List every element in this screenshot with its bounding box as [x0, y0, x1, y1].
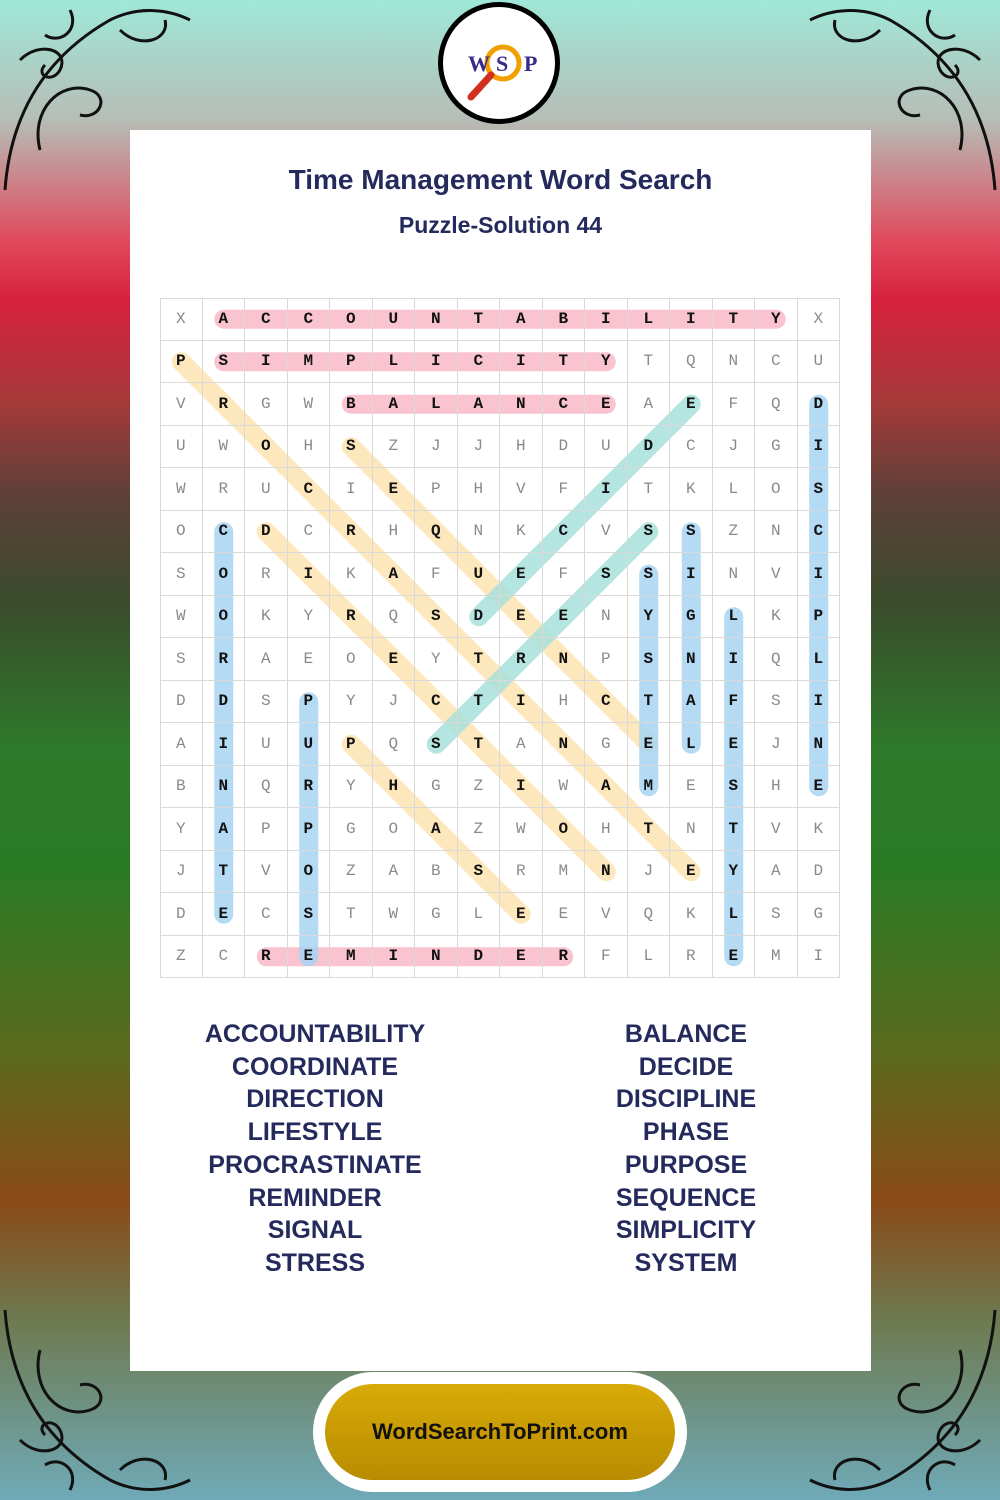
grid-cell[interactable]: M	[330, 936, 373, 979]
grid-cell[interactable]: T	[713, 298, 756, 341]
grid-cell[interactable]: S	[160, 553, 203, 596]
grid-cell[interactable]: S	[585, 553, 628, 596]
grid-cell[interactable]: Q	[373, 596, 416, 639]
grid-cell[interactable]: Y	[330, 681, 373, 724]
grid-cell[interactable]: H	[585, 808, 628, 851]
grid-cell[interactable]: S	[415, 723, 458, 766]
grid-cell[interactable]: E	[288, 638, 331, 681]
grid-cell[interactable]: U	[245, 723, 288, 766]
grid-cell[interactable]: P	[798, 596, 841, 639]
grid-cell[interactable]: C	[288, 298, 331, 341]
grid-cell[interactable]: E	[585, 383, 628, 426]
grid-cell[interactable]: X	[798, 298, 841, 341]
grid-cell[interactable]: M	[628, 766, 671, 809]
grid-cell[interactable]: S	[288, 893, 331, 936]
grid-cell[interactable]: Z	[458, 808, 501, 851]
grid-cell[interactable]: F	[713, 681, 756, 724]
site-link[interactable]: WordSearchToPrint.com	[325, 1384, 675, 1480]
grid-cell[interactable]: K	[755, 596, 798, 639]
grid-cell[interactable]: U	[288, 723, 331, 766]
grid-cell[interactable]: O	[245, 426, 288, 469]
grid-cell[interactable]: R	[203, 638, 246, 681]
grid-cell[interactable]: O	[288, 851, 331, 894]
grid-cell[interactable]: I	[713, 638, 756, 681]
grid-cell[interactable]: Y	[288, 596, 331, 639]
grid-cell[interactable]: F	[713, 383, 756, 426]
word-list-item: DIRECTION	[246, 1085, 384, 1114]
grid-cell[interactable]: Q	[245, 766, 288, 809]
grid-cell[interactable]: I	[288, 553, 331, 596]
grid-cell[interactable]: N	[755, 511, 798, 554]
grid-cell[interactable]: I	[585, 298, 628, 341]
logo-badge	[443, 7, 555, 119]
grid-cell[interactable]: D	[458, 936, 501, 979]
grid-cell[interactable]: S	[160, 638, 203, 681]
footer-badge	[313, 1372, 687, 1492]
grid-cell[interactable]: A	[203, 808, 246, 851]
grid-cell[interactable]: V	[245, 851, 288, 894]
grid-cell[interactable]: B	[543, 298, 586, 341]
grid-cell[interactable]: A	[670, 681, 713, 724]
grid-cell[interactable]: Y	[628, 596, 671, 639]
grid-cell[interactable]: B	[415, 851, 458, 894]
grid-cell[interactable]: E	[670, 851, 713, 894]
word-list-item: PROCRASTINATE	[208, 1150, 422, 1179]
grid-cell[interactable]: V	[755, 553, 798, 596]
grid-cell[interactable]: O	[373, 808, 416, 851]
grid-cell[interactable]: O	[330, 298, 373, 341]
logo-letter-p: P	[524, 51, 538, 76]
grid-cell[interactable]: W	[203, 426, 246, 469]
grid-cell[interactable]: A	[203, 298, 246, 341]
page-title: Time Management Word Search	[288, 164, 713, 195]
grid-cell[interactable]: T	[458, 298, 501, 341]
grid-cell[interactable]: V	[585, 893, 628, 936]
grid-cell[interactable]: R	[500, 638, 543, 681]
grid-cell[interactable]: N	[713, 553, 756, 596]
grid-cell[interactable]: I	[798, 553, 841, 596]
grid-cell[interactable]: Y	[755, 298, 798, 341]
grid-cell[interactable]: A	[585, 766, 628, 809]
grid-cell[interactable]: L	[670, 723, 713, 766]
grid-cell[interactable]: O	[543, 808, 586, 851]
word-list-item: LIFESTYLE	[247, 1118, 383, 1147]
grid-cell[interactable]: C	[288, 468, 331, 511]
grid-cell[interactable]: E	[500, 893, 543, 936]
grid-cell[interactable]: J	[415, 426, 458, 469]
grid-cell[interactable]: S	[628, 553, 671, 596]
grid-cell[interactable]: E	[670, 766, 713, 809]
grid-cell[interactable]: D	[543, 426, 586, 469]
grid-cell[interactable]: I	[245, 341, 288, 384]
grid-cell[interactable]: W	[160, 596, 203, 639]
grid-cell[interactable]: S	[245, 681, 288, 724]
grid-cell[interactable]: E	[500, 596, 543, 639]
grid-cell[interactable]: R	[670, 936, 713, 979]
grid-cell[interactable]: C	[543, 383, 586, 426]
grid-cell[interactable]: A	[500, 723, 543, 766]
grid-cell[interactable]: E	[500, 553, 543, 596]
grid-cell[interactable]: S	[755, 893, 798, 936]
grid-cell[interactable]: R	[330, 596, 373, 639]
grid-cell[interactable]: D	[798, 851, 841, 894]
grid-cell[interactable]: P	[415, 468, 458, 511]
grid-cell[interactable]: E	[670, 383, 713, 426]
grid-cell[interactable]: P	[288, 808, 331, 851]
grid-cell[interactable]: Q	[628, 893, 671, 936]
grid-cell[interactable]: I	[373, 936, 416, 979]
grid-cell[interactable]: A	[755, 851, 798, 894]
grid-cell[interactable]: N	[670, 638, 713, 681]
grid-cell[interactable]: T	[330, 893, 373, 936]
grid-cell[interactable]: Q	[755, 383, 798, 426]
logo-letter-s: S	[496, 51, 509, 76]
grid-cell[interactable]: A	[458, 383, 501, 426]
grid-cell[interactable]: G	[415, 766, 458, 809]
grid-cell[interactable]: R	[330, 511, 373, 554]
grid-cell[interactable]: E	[713, 723, 756, 766]
word-list-item: DISCIPLINE	[615, 1085, 757, 1114]
grid-cell[interactable]: A	[373, 851, 416, 894]
grid-cell[interactable]: X	[160, 298, 203, 341]
grid-cell[interactable]: N	[203, 766, 246, 809]
grid-cell[interactable]: M	[543, 851, 586, 894]
grid-cell[interactable]: C	[755, 341, 798, 384]
grid-cell[interactable]: K	[245, 596, 288, 639]
grid-cell[interactable]: W	[160, 468, 203, 511]
grid-cell[interactable]: Q	[415, 511, 458, 554]
grid-cell[interactable]: M	[288, 341, 331, 384]
puzzle-panel	[130, 130, 871, 1371]
grid-cell[interactable]: Z	[160, 936, 203, 979]
grid-cell[interactable]: H	[288, 426, 331, 469]
grid-cell[interactable]: L	[373, 341, 416, 384]
grid-cell[interactable]: S	[203, 341, 246, 384]
grid-cell[interactable]: F	[585, 936, 628, 979]
grid-cell[interactable]: K	[670, 893, 713, 936]
grid-cell[interactable]: L	[628, 298, 671, 341]
grid-cell[interactable]: R	[203, 468, 246, 511]
grid-cell[interactable]: O	[160, 511, 203, 554]
grid-cell[interactable]: Z	[458, 766, 501, 809]
grid-cell[interactable]: C	[203, 936, 246, 979]
word-list-item: COORDINATE	[231, 1052, 399, 1081]
page-subtitle: Puzzle-Solution 44	[398, 212, 603, 238]
grid-cell[interactable]: A	[628, 383, 671, 426]
grid-cell[interactable]: A	[500, 298, 543, 341]
grid-cell[interactable]: I	[203, 723, 246, 766]
word-list-item: DECIDE	[638, 1052, 734, 1081]
wsp-logo[interactable]	[438, 2, 560, 124]
grid-cell[interactable]: U	[798, 341, 841, 384]
grid-cell[interactable]: G	[755, 426, 798, 469]
grid-cell[interactable]: T	[628, 468, 671, 511]
logo-letter-w: W	[468, 51, 490, 76]
grid-cell[interactable]: E	[288, 936, 331, 979]
grid-cell[interactable]: U	[585, 426, 628, 469]
grid-cell[interactable]: L	[713, 893, 756, 936]
grid-cell[interactable]: T	[458, 723, 501, 766]
grid-cell[interactable]: R	[288, 766, 331, 809]
grid-cell[interactable]: V	[160, 383, 203, 426]
grid-cell[interactable]: D	[458, 596, 501, 639]
grid-cell[interactable]: S	[458, 851, 501, 894]
grid-cell[interactable]: T	[628, 681, 671, 724]
grid-cell[interactable]: J	[458, 426, 501, 469]
grid-cell[interactable]: N	[713, 341, 756, 384]
grid-cell[interactable]: L	[798, 638, 841, 681]
grid-cell[interactable]: H	[458, 468, 501, 511]
grid-cell[interactable]: T	[628, 808, 671, 851]
grid-cell[interactable]: R	[500, 851, 543, 894]
grid-cell[interactable]: Z	[373, 426, 416, 469]
grid-cell[interactable]: H	[373, 766, 416, 809]
grid-cell[interactable]: A	[373, 383, 416, 426]
grid-cell[interactable]: I	[670, 298, 713, 341]
grid-cell[interactable]: W	[288, 383, 331, 426]
grid-cell[interactable]: S	[330, 426, 373, 469]
grid-cell[interactable]: I	[500, 681, 543, 724]
grid-cell[interactable]: S	[798, 468, 841, 511]
grid-cell[interactable]: J	[755, 723, 798, 766]
grid-cell[interactable]: V	[500, 468, 543, 511]
grid-cell[interactable]: S	[628, 638, 671, 681]
grid-cell[interactable]: N	[798, 723, 841, 766]
grid-cell[interactable]: G	[585, 723, 628, 766]
word-list-item: REMINDER	[248, 1183, 382, 1212]
grid-cell[interactable]: P	[585, 638, 628, 681]
grid-cell[interactable]: Z	[713, 511, 756, 554]
grid-cell[interactable]: I	[500, 341, 543, 384]
grid-cell[interactable]: I	[330, 468, 373, 511]
grid-cell[interactable]: J	[373, 681, 416, 724]
grid-cell[interactable]: H	[500, 426, 543, 469]
grid-cell[interactable]: C	[543, 511, 586, 554]
grid-cell[interactable]: L	[713, 596, 756, 639]
letter-grid	[160, 298, 840, 978]
grid-cell[interactable]: T	[458, 638, 501, 681]
grid-cell[interactable]: P	[330, 723, 373, 766]
grid-cell[interactable]: P	[245, 808, 288, 851]
grid-cell[interactable]: E	[543, 596, 586, 639]
grid-cell[interactable]: S	[415, 596, 458, 639]
grid-cell[interactable]: F	[543, 468, 586, 511]
grid-cell[interactable]: N	[415, 936, 458, 979]
word-list-right	[501, 1018, 871, 1280]
grid-cell[interactable]: N	[500, 383, 543, 426]
grid-cell[interactable]: C	[245, 893, 288, 936]
grid-cell[interactable]: A	[160, 723, 203, 766]
grid-cell[interactable]: T	[543, 341, 586, 384]
grid-cell[interactable]: Q	[755, 638, 798, 681]
grid-cell[interactable]: E	[203, 893, 246, 936]
grid-cell[interactable]: D	[628, 426, 671, 469]
grid-cell[interactable]: T	[458, 681, 501, 724]
grid-cell[interactable]: T	[628, 341, 671, 384]
grid-cell[interactable]: N	[415, 298, 458, 341]
grid-cell[interactable]: L	[713, 468, 756, 511]
grid-cell[interactable]: O	[330, 638, 373, 681]
grid-cell[interactable]: M	[755, 936, 798, 979]
word-list-item: SIMPLICITY	[615, 1216, 757, 1245]
grid-cell[interactable]: T	[713, 808, 756, 851]
grid-cell[interactable]: V	[585, 511, 628, 554]
grid-cell[interactable]: Z	[330, 851, 373, 894]
word-search-grid	[160, 298, 840, 978]
grid-cell[interactable]: G	[798, 893, 841, 936]
grid-cell[interactable]: W	[373, 893, 416, 936]
grid-cell[interactable]: A	[415, 808, 458, 851]
word-list-item: SYSTEM	[634, 1248, 738, 1277]
grid-cell[interactable]: O	[203, 596, 246, 639]
grid-cell[interactable]: D	[245, 511, 288, 554]
grid-cell[interactable]: L	[628, 936, 671, 979]
word-list-item: PURPOSE	[624, 1150, 748, 1179]
grid-cell[interactable]: W	[500, 808, 543, 851]
grid-cell[interactable]: Y	[585, 341, 628, 384]
grid-cell[interactable]: L	[415, 383, 458, 426]
grid-cell[interactable]: Y	[415, 638, 458, 681]
grid-cell[interactable]: N	[585, 851, 628, 894]
grid-cell[interactable]: S	[755, 681, 798, 724]
grid-cell[interactable]: C	[670, 426, 713, 469]
magnifier-icon	[443, 7, 555, 119]
grid-cell[interactable]: C	[203, 511, 246, 554]
grid-cell[interactable]: P	[330, 341, 373, 384]
grid-cell[interactable]: N	[543, 638, 586, 681]
grid-cell[interactable]: K	[670, 468, 713, 511]
word-list-item: SEQUENCE	[615, 1183, 757, 1212]
grid-cell[interactable]: D	[798, 383, 841, 426]
grid-cell[interactable]: A	[373, 553, 416, 596]
grid-cell[interactable]: Q	[670, 341, 713, 384]
grid-cell[interactable]: H	[373, 511, 416, 554]
grid-cell[interactable]: N	[670, 808, 713, 851]
grid-cell[interactable]: E	[628, 723, 671, 766]
grid-cell[interactable]: F	[415, 553, 458, 596]
grid-cell[interactable]: J	[160, 851, 203, 894]
grid-cell[interactable]: F	[543, 553, 586, 596]
grid-cell[interactable]: I	[415, 341, 458, 384]
grid-cell[interactable]: C	[585, 681, 628, 724]
grid-cell[interactable]: U	[160, 426, 203, 469]
grid-cell[interactable]: N	[585, 596, 628, 639]
grid-cell[interactable]: D	[160, 681, 203, 724]
grid-cell[interactable]: P	[288, 681, 331, 724]
word-list-item: PHASE	[642, 1118, 730, 1147]
grid-cell[interactable]: Y	[160, 808, 203, 851]
grid-cell[interactable]: K	[330, 553, 373, 596]
grid-cell[interactable]: S	[628, 511, 671, 554]
grid-cell[interactable]: U	[373, 298, 416, 341]
grid-cell[interactable]: I	[798, 681, 841, 724]
grid-cell[interactable]: K	[798, 808, 841, 851]
grid-cell[interactable]: I	[670, 553, 713, 596]
grid-cell[interactable]: E	[713, 936, 756, 979]
grid-cell[interactable]: Q	[373, 723, 416, 766]
word-list-left	[130, 1018, 500, 1280]
grid-cell[interactable]: U	[458, 553, 501, 596]
grid-cell[interactable]: Y	[713, 851, 756, 894]
grid-cell[interactable]: L	[458, 893, 501, 936]
grid-cell[interactable]: E	[373, 638, 416, 681]
grid-cell[interactable]: I	[798, 936, 841, 979]
word-list-item: BALANCE	[624, 1020, 748, 1048]
word-list-item: STRESS	[264, 1248, 366, 1277]
grid-cell[interactable]: O	[203, 553, 246, 596]
grid-cell[interactable]: H	[543, 681, 586, 724]
grid-cell[interactable]: K	[500, 511, 543, 554]
grid-cell[interactable]: R	[543, 936, 586, 979]
grid-cell[interactable]: R	[203, 383, 246, 426]
grid-cell[interactable]: A	[245, 638, 288, 681]
word-list-item: ACCOUNTABILITY	[204, 1020, 426, 1048]
grid-cell[interactable]: C	[798, 511, 841, 554]
grid-cell[interactable]: C	[458, 341, 501, 384]
grid-cell[interactable]: G	[330, 808, 373, 851]
grid-cell[interactable]: Y	[330, 766, 373, 809]
grid-cell[interactable]: C	[288, 511, 331, 554]
grid-cell[interactable]: S	[670, 511, 713, 554]
grid-cell[interactable]: I	[585, 468, 628, 511]
grid-cell[interactable]: N	[543, 723, 586, 766]
grid-cell[interactable]: G	[415, 893, 458, 936]
grid-cell[interactable]: E	[543, 893, 586, 936]
grid-cell[interactable]: T	[203, 851, 246, 894]
grid-cell[interactable]: R	[245, 936, 288, 979]
grid-cell[interactable]: C	[415, 681, 458, 724]
grid-cell[interactable]: I	[500, 766, 543, 809]
grid-cell[interactable]: J	[713, 426, 756, 469]
grid-cell[interactable]: G	[245, 383, 288, 426]
grid-cell[interactable]: B	[330, 383, 373, 426]
grid-cell[interactable]: H	[755, 766, 798, 809]
grid-cell[interactable]: R	[245, 553, 288, 596]
grid-cell[interactable]: E	[798, 766, 841, 809]
grid-cell[interactable]: O	[755, 468, 798, 511]
grid-cell[interactable]: N	[458, 511, 501, 554]
word-list-item: SIGNAL	[267, 1216, 363, 1245]
grid-cell[interactable]: S	[713, 766, 756, 809]
grid-cell[interactable]: P	[160, 341, 203, 384]
grid-cell[interactable]: I	[798, 426, 841, 469]
grid-cell[interactable]: V	[755, 808, 798, 851]
grid-cell[interactable]: D	[160, 893, 203, 936]
grid-cell[interactable]: G	[670, 596, 713, 639]
grid-cell[interactable]: J	[628, 851, 671, 894]
grid-cell[interactable]: E	[500, 936, 543, 979]
grid-cell[interactable]: W	[543, 766, 586, 809]
grid-cell[interactable]: E	[373, 468, 416, 511]
grid-cell[interactable]: B	[160, 766, 203, 809]
grid-cell[interactable]: U	[245, 468, 288, 511]
grid-cell[interactable]: D	[203, 681, 246, 724]
grid-cell[interactable]: C	[245, 298, 288, 341]
